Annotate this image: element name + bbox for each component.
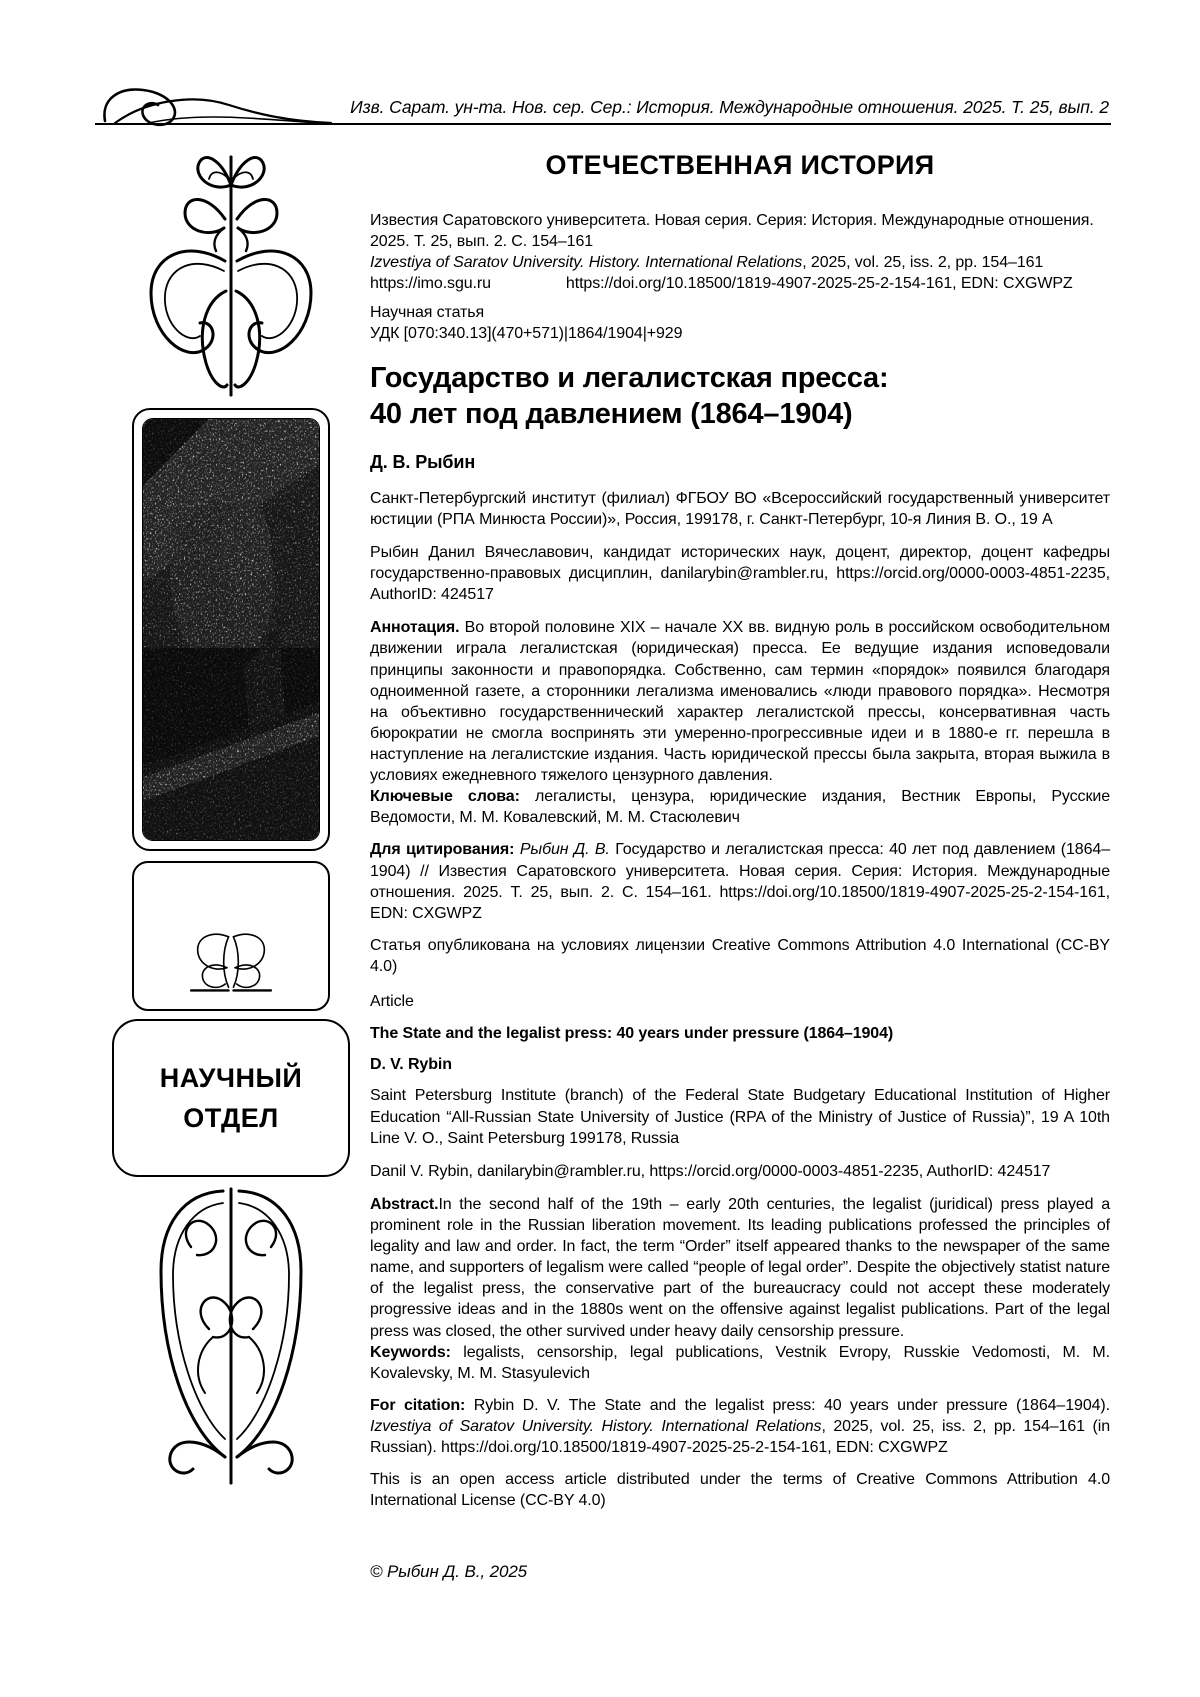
engraving-photo [142, 418, 320, 841]
running-head [95, 80, 1111, 125]
citation-ru [370, 839, 1110, 923]
section-label-line2: ОТДЕЛ [183, 1102, 279, 1133]
author-name-en: D. V. Rybin [370, 1056, 452, 1074]
journal-doi-edn: https://doi.org/10.18500/1819-4907-2025-25-2-154-161, EDN: CXGWPZ [565, 274, 1073, 292]
section-heading: ОТЕЧЕСТВЕННАЯ ИСТОРИЯ [545, 150, 935, 180]
photo-frame [132, 408, 330, 851]
author-name-ru: Д. В. Рыбин [370, 452, 476, 473]
author-bio-en: Danil V. Rybin, danilarybin@rambler.ru, https://orcid.org/0000-0003-4851-2235, AuthorID: 424517 [370, 1162, 1051, 1180]
engraving-photo-image [143, 419, 319, 840]
keywords-label-ru: Ключевые слова: [370, 788, 520, 806]
journal-source-translit: Izvestiya of Saratov University. History. International Relations [370, 253, 803, 271]
abstract-ru [370, 617, 1110, 828]
article-title-en: The State and the legalist press: 40 years under pressure (1864–1904) [370, 1025, 894, 1043]
journal-site-url: https://imo.sgu.ru [370, 274, 491, 292]
abstract-text-en: In the second half of the 19th – early 20th centuries, the legalist (juridical) press played a prominent role in the Russian liberation movement. Its leading publications professed the principles of legality and law and order. In fact, the term “Order” itself appeared thanks to the newspaper of the same name, and supporters of legalism were called “people of legal order”. Despite the objectively statist nature of the legalist press, the conservative part of the bureaucracy could not accept these moderately progressive ideas and in the 1880s went on the offensive against legalist publications. Part of the legal press was closed, the other survived under heavy daily censorship pressure. [370, 1195, 1110, 1340]
citation-label-en: For citation: [370, 1396, 466, 1414]
sidebar [112, 143, 350, 1511]
article-type-ru: Научная статья [370, 304, 485, 322]
affiliation-ru: Санкт-Петербургский институт (филиал) ФГБОУ ВО «Всероссийский государственный университет юстиции (РПА Минюста России)», Россия, 199178, г. Санкт-Петербург, 10-я Линия В. О., 19 А [370, 489, 1110, 528]
citation-label-ru: Для цитирования: [370, 841, 515, 859]
article-title-ru [370, 361, 1110, 432]
abstract-en [370, 1194, 1110, 1384]
article-type-en: Article [370, 993, 414, 1011]
section-label-box [112, 1019, 350, 1177]
abstract-text-ru: Во второй половине XIX – начале XX вв. видную роль в российском освободительном движении играла легалистская (юридическая) пресса. Ее ведущие издания исповедовали принципы законности и правопорядка. Собственно, сам термин «порядок» появился благодаря одноименной газете, а сторонники легализма именовались «люди правового порядка». Несмотря на объективно государственнический характер легалистской прессы, консервативная часть бюрократии не смогла воспринять эти умеренно-прогрессивные идеи и в 1880-е гг. перешла в наступление на легалистские издания. Часть юридической прессы была закрыта, вторая выжила в условиях ежедневного тяжелого цензурного давления. [370, 619, 1110, 785]
journal-source-translit-rest: , 2025, vol. 25, iss. 2, pp. 154–161 [802, 253, 1044, 271]
keywords-en: legalists, censorship, legal publications, Vestnik Evropy, Russkie Vedomosti, M. M. Kovalevsky, M. M. Stasyulevich [370, 1343, 1110, 1382]
mini-ornament-box [132, 861, 330, 1011]
citation-en [370, 1395, 1110, 1458]
running-head-text: Изв. Сарат. ун-та. Нов. сер. Сер.: История. Международные отношения. 2025. Т. 25, вып. 2 [350, 97, 1109, 117]
affiliation-en: Saint Petersburg Institute (branch) of the Federal State Budgetary Educational Institution of Higher Education “All-Russian State University of Justice (RPA of the Ministry of Justice of Russia)”, 19 A 10th Line V. O., Saint Petersburg 199178, Russia [370, 1087, 1110, 1147]
citation-text-en-part1: Rybin D. V. The State and the legalist press: 40 years under pressure (1864–1904). [473, 1396, 1110, 1414]
keywords-ru: легалисты, цензура, юридические издания, Вестник Европы, Русские Ведомости, М. М. Ковалевский, М. М. Стасюлевич [370, 788, 1110, 827]
author-bio-ru: Рыбин Данил Вячеславович, кандидат исторических наук, доцент, директор, доцент кафедры государственно-правовых дисциплин, danilarybin@rambler.ru, https://orcid.org/0000-0003-4851-2235, AuthorID: 424517 [370, 544, 1110, 604]
sidebar-bottom-ornament-icon [125, 1183, 337, 1511]
license-ru: Статья опубликована на условиях лицензии Creative Commons Attribution 4.0 International (CC-BY 4.0) [370, 936, 1110, 975]
section-label-line1: НАУЧНЫЙ [159, 1062, 303, 1093]
sidebar-top-ornament-icon [125, 143, 337, 408]
article-title-line2: 40 лет под давлением (1864–1904) [370, 397, 853, 430]
copyright-line: © Рыбин Д. В., 2025 [370, 1562, 528, 1582]
abstract-label-en: Abstract. [370, 1195, 439, 1213]
article-title-line1: Государство и легалистская пресса: [370, 362, 889, 395]
citation-author-ru: Рыбин Д. В. [519, 841, 610, 859]
citation-text-en-part2: , 2025, vol. 25, iss. 2, pp. 154–161 (in Russian). https://doi.org/10.18500/1819-4907-2025-25-2-154-161, EDN: CXGWPZ [370, 1417, 1110, 1457]
header-flourish-icon [97, 83, 337, 127]
article-content [370, 148, 1110, 1584]
mini-ornament-icon [170, 927, 292, 997]
citation-journal-en: Izvestiya of Saratov University. History. International Relations [370, 1417, 822, 1435]
udk-code: УДК [070:340.13](470+571)|1864/1904|+929 [370, 325, 683, 343]
journal-meta-ru [370, 210, 1110, 294]
keywords-label-en: Keywords: [370, 1343, 451, 1361]
journal-source-ru: Известия Саратовского университета. Новая серия. Серия: История. Международные отношения. 2025. Т. 25, вып. 2. С. 154–161 [370, 211, 1094, 250]
license-en: This is an open access article distributed under the terms of Creative Commons Attribution 4.0 International License (CC-BY 4.0) [370, 1471, 1110, 1510]
article-type-udk [370, 302, 1110, 344]
citation-text-ru: Государство и легалистская пресса: 40 лет под давлением (1864–1904) // Известия Саратовского университета. Новая серия. Серия: История. Международные отношения. 2025. Т. 25, вып. 2. С. 154–161. https://doi.org/10.18500/1819-4907-2025-25-2-154-161, EDN: CXGWPZ [370, 841, 1110, 922]
abstract-label-ru: Аннотация. [370, 619, 460, 637]
